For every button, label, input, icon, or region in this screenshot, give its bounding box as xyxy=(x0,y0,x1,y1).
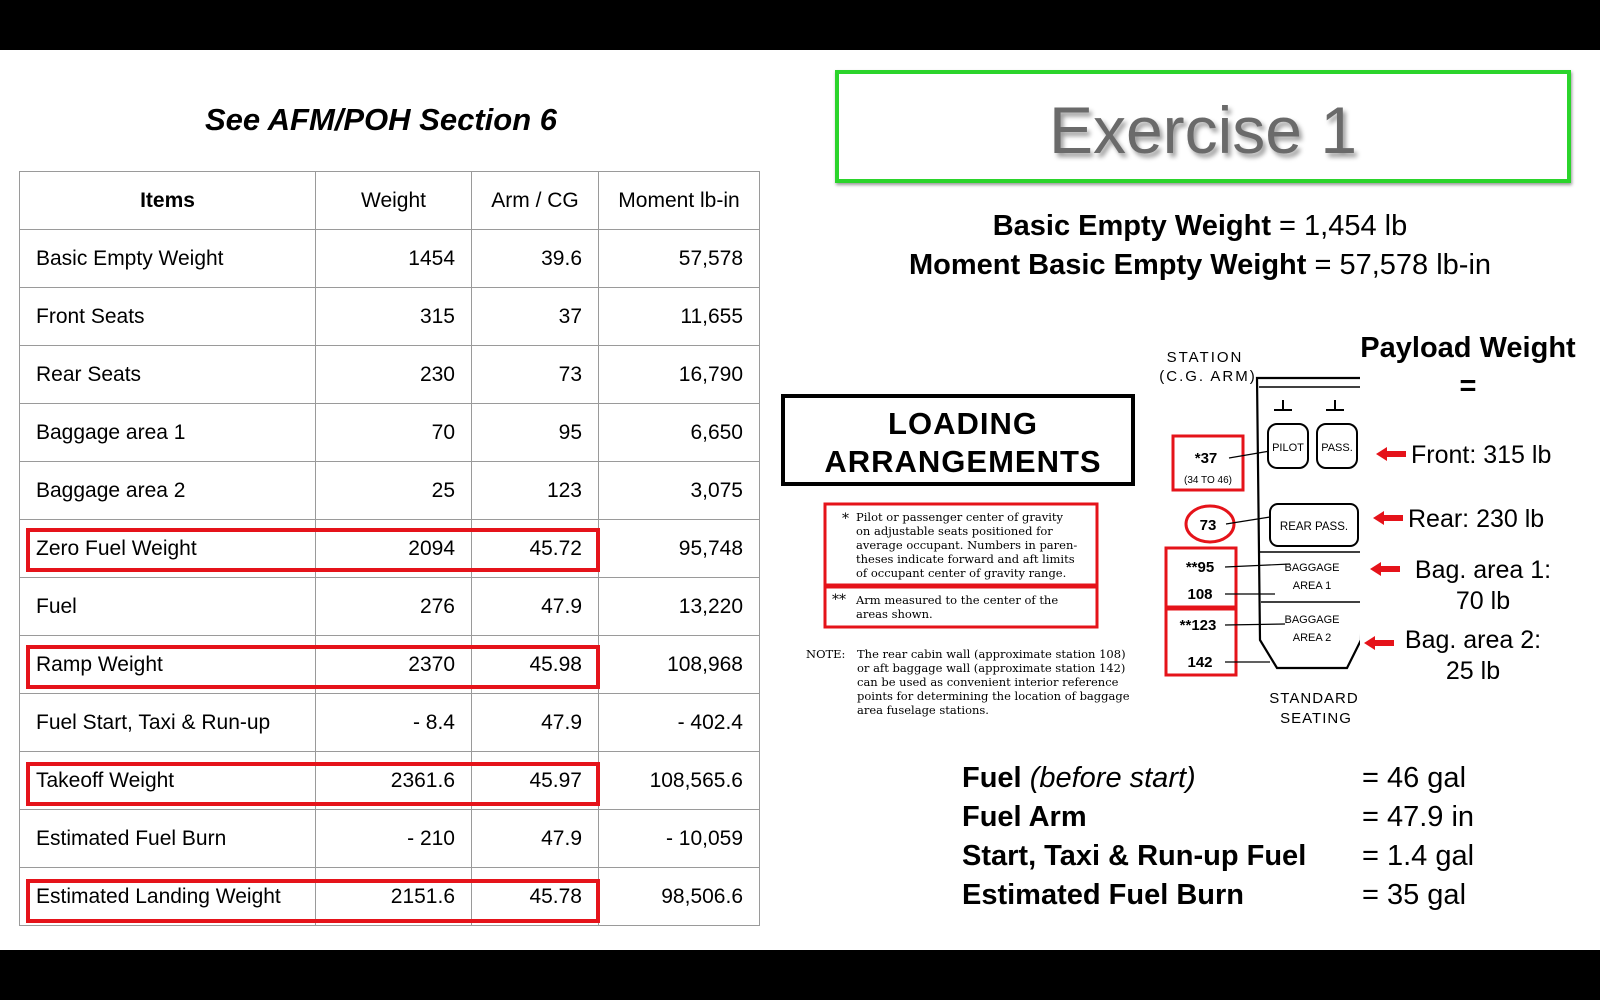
moment-bew-value: = 57,578 lb-in xyxy=(1314,249,1492,281)
table-row xyxy=(20,694,760,752)
fuel-arm-value: = 47.9 in xyxy=(1362,801,1475,833)
row-moment: - 10,059 xyxy=(599,810,760,868)
row-moment: 3,075 xyxy=(599,462,760,520)
note-double-star-line: areas shown. xyxy=(856,607,933,621)
row-item: Takeoff Weight xyxy=(20,752,316,810)
note-double-star-mark: ** xyxy=(832,592,846,608)
payload-baggage-2-value: 25 lb xyxy=(1445,657,1501,685)
bew-value: = 1,454 lb xyxy=(1279,210,1408,242)
fuel-label-note: (before start) xyxy=(1029,762,1196,794)
rear-arrow-icon xyxy=(1373,511,1403,525)
payload-front: Front: 315 lb xyxy=(1411,441,1552,469)
note-double-star-line: Arm measured to the center of the xyxy=(856,593,1059,607)
payload-weight-heading xyxy=(1348,329,1588,405)
row-moment: 95,748 xyxy=(599,520,760,578)
loading-arrangements-diagram xyxy=(780,340,1360,780)
fuel-burn-label: Estimated Fuel Burn xyxy=(962,879,1244,911)
fuel-value: = 46 gal xyxy=(1362,762,1467,794)
start-taxi-fuel-label: Start, Taxi & Run-up Fuel xyxy=(962,840,1307,872)
payload-rear: Rear: 230 lb xyxy=(1408,505,1545,533)
row-moment: 11,655 xyxy=(599,288,760,346)
note-line: The rear cabin wall (approximate station 108) xyxy=(857,647,1126,661)
station-73-label: 73 xyxy=(1199,517,1217,534)
slide xyxy=(0,50,1600,950)
loading-title-1: LOADING xyxy=(888,406,1038,441)
payload-baggage-1-label: Bag. area 1: xyxy=(1414,556,1552,584)
fuel-burn-value: = 35 gal xyxy=(1362,879,1467,911)
row-weight: - 8.4 xyxy=(316,694,472,752)
note-line: can be used as convenient interior reference xyxy=(857,675,1119,689)
highlight-landing-weight xyxy=(26,879,600,923)
row-moment: 108,968 xyxy=(599,636,760,694)
station-label-1: STATION xyxy=(1166,349,1244,366)
row-arm: 39.6 xyxy=(472,230,599,288)
payload-equals: = xyxy=(1459,370,1477,402)
row-moment: 6,650 xyxy=(599,404,760,462)
row-item: Baggage area 2 xyxy=(20,462,316,520)
note-star-line: average occupant. Numbers in paren- xyxy=(856,538,1078,552)
row-moment: 16,790 xyxy=(599,346,760,404)
row-moment: 57,578 xyxy=(599,230,760,288)
row-moment: - 402.4 xyxy=(599,694,760,752)
row-weight: - 210 xyxy=(316,810,472,868)
row-weight: 2370 xyxy=(316,636,472,694)
row-weight: 315 xyxy=(316,288,472,346)
start-taxi-fuel-value: = 1.4 gal xyxy=(1362,840,1475,872)
highlight-takeoff-weight xyxy=(26,762,600,806)
row-item: Front Seats xyxy=(20,288,316,346)
basic-empty-weight-line xyxy=(870,210,1530,243)
payload-baggage-2 xyxy=(1398,625,1548,687)
section-reference-title: See AFM/POH Section 6 xyxy=(205,102,557,137)
table-row xyxy=(20,346,760,404)
note-star-line: Pilot or passenger center of gravity xyxy=(856,510,1063,524)
exercise-title-box xyxy=(835,70,1571,183)
control-yokes xyxy=(1274,400,1344,410)
row-item: Rear Seats xyxy=(20,346,316,404)
station-37-range: (34 TO 46) xyxy=(1184,475,1232,486)
table-row xyxy=(20,288,760,346)
row-weight: 230 xyxy=(316,346,472,404)
passenger-seat-label: PASS. xyxy=(1321,442,1353,454)
baggage-area-2-label-1: BAGGAGE xyxy=(1284,614,1340,626)
row-item: Fuel Start, Taxi & Run-up xyxy=(20,694,316,752)
row-weight: 276 xyxy=(316,578,472,636)
row-moment: 13,220 xyxy=(599,578,760,636)
row-arm: 45.98 xyxy=(472,636,599,694)
note-line: points for determining the location of baggage xyxy=(857,689,1130,703)
payload-baggage-1-value: 70 lb xyxy=(1455,587,1511,615)
table-row xyxy=(20,810,760,868)
payload-baggage-2-label: Bag. area 2: xyxy=(1404,626,1542,654)
row-moment: 98,506.6 xyxy=(599,868,760,926)
row-arm: 45.78 xyxy=(472,868,599,926)
note-star-line: on adjustable seats positioned for xyxy=(856,524,1053,538)
row-item: Estimated Landing Weight xyxy=(20,868,316,926)
row-weight: 2094 xyxy=(316,520,472,578)
fuel-label: Fuel xyxy=(962,762,1022,794)
baggage-area-1-label-2: AREA 1 xyxy=(1292,580,1332,592)
row-weight: 70 xyxy=(316,404,472,462)
row-arm: 47.9 xyxy=(472,694,599,752)
note-star-mark: * xyxy=(842,511,849,527)
note-label: NOTE: xyxy=(806,647,846,661)
bew-label: Basic Empty Weight xyxy=(992,210,1271,242)
station-108-label: 108 xyxy=(1187,586,1213,603)
pilot-seat-label: PILOT xyxy=(1272,442,1304,454)
row-item: Zero Fuel Weight xyxy=(20,520,316,578)
row-weight: 25 xyxy=(316,462,472,520)
row-weight: 1454 xyxy=(316,230,472,288)
row-item: Basic Empty Weight xyxy=(20,230,316,288)
payload-title: Payload Weight xyxy=(1360,332,1576,364)
column-header-weight: Weight xyxy=(316,172,472,230)
row-arm: 73 xyxy=(472,346,599,404)
row-weight: 2361.6 xyxy=(316,752,472,810)
standard-seating-1: STANDARD xyxy=(1269,690,1359,707)
baggage-2-arrow-icon xyxy=(1364,636,1394,650)
standard-seating-2: SEATING xyxy=(1280,710,1352,727)
moment-bew-line xyxy=(870,249,1530,282)
row-arm: 45.97 xyxy=(472,752,599,810)
moment-bew-label: Moment Basic Empty Weight xyxy=(908,249,1307,281)
table-row xyxy=(20,404,760,462)
row-arm: 95 xyxy=(472,404,599,462)
table-row xyxy=(20,230,760,288)
front-arrow-icon xyxy=(1376,447,1406,461)
station-95-label: **95 xyxy=(1185,559,1215,576)
note-line: area fuselage stations. xyxy=(857,703,989,717)
row-weight: 2151.6 xyxy=(316,868,472,926)
baggage-1-arrow-icon xyxy=(1370,562,1400,576)
table-header-row xyxy=(20,172,760,230)
row-arm: 47.9 xyxy=(472,810,599,868)
rear-seat-label: REAR PASS. xyxy=(1279,521,1349,533)
exercise-title: Exercise 1 xyxy=(1048,93,1358,167)
column-header-arm: Arm / CG xyxy=(472,172,599,230)
note-line: or aft baggage wall (approximate station 142) xyxy=(857,661,1126,675)
note-star-line: theses indicate forward and aft limits xyxy=(856,552,1075,566)
row-item: Fuel xyxy=(20,578,316,636)
column-header-moment: Moment lb-in xyxy=(599,172,760,230)
highlight-zero-fuel-weight xyxy=(26,528,600,572)
column-header-items: Items xyxy=(20,172,316,230)
row-arm: 47.9 xyxy=(472,578,599,636)
table-row xyxy=(20,578,760,636)
baggage-area-2-label-2: AREA 2 xyxy=(1292,632,1332,644)
payload-baggage-1 xyxy=(1408,555,1558,617)
row-moment: 108,565.6 xyxy=(599,752,760,810)
station-142-label: 142 xyxy=(1187,654,1213,671)
table-row xyxy=(20,462,760,520)
loading-title-2: ARRANGEMENTS xyxy=(824,444,1102,479)
row-item: Estimated Fuel Burn xyxy=(20,810,316,868)
row-item: Ramp Weight xyxy=(20,636,316,694)
fuel-arm-label: Fuel Arm xyxy=(962,801,1087,833)
highlight-ramp-weight xyxy=(26,645,600,689)
row-item: Baggage area 1 xyxy=(20,404,316,462)
row-arm: 45.72 xyxy=(472,520,599,578)
baggage-area-1-label-1: BAGGAGE xyxy=(1284,562,1340,574)
station-123-label: **123 xyxy=(1179,617,1217,634)
station-37-label: *37 xyxy=(1194,450,1218,467)
row-arm: 37 xyxy=(472,288,599,346)
station-label-2: (C.G. ARM) xyxy=(1159,368,1257,385)
row-arm: 123 xyxy=(472,462,599,520)
note-star-line: of occupant center of gravity range. xyxy=(856,566,1067,580)
